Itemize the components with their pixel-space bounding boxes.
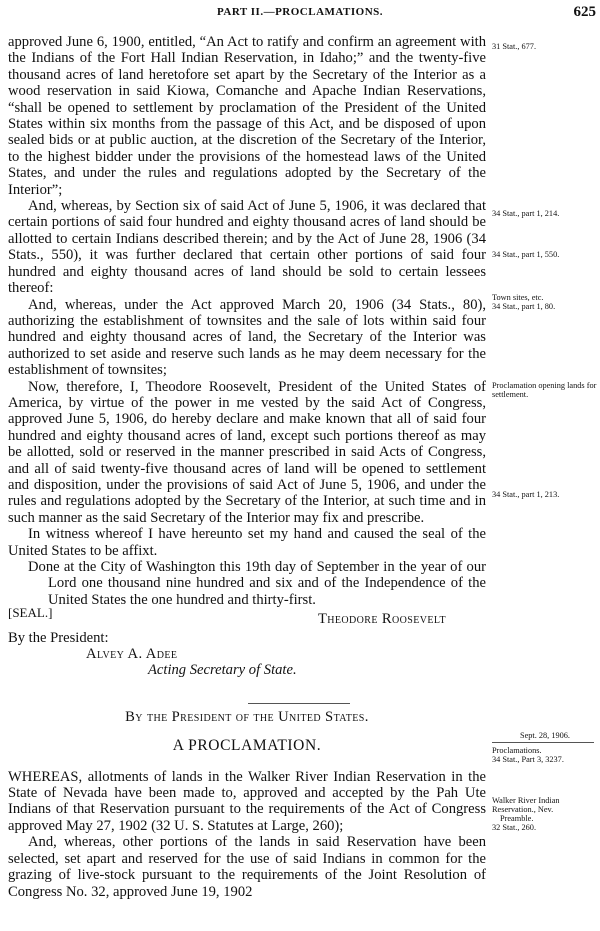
margin-note-proclamation-opening: Proclamation opening lands for settlement. xyxy=(492,381,597,399)
margin-note-date: Sept. 28, 1906. xyxy=(519,731,570,740)
heading-by-president: By the President of the United States. xyxy=(125,708,369,725)
margin-note-34-stat-550: 34 Stat., part 1, 550. xyxy=(492,250,560,259)
page-number: 625 xyxy=(573,4,596,20)
margin-note-32-stat-260: 32 Stat., 260. xyxy=(492,823,537,832)
margin-note-town-sites: Town sites, etc. xyxy=(492,293,544,302)
secretary-name: Alvey A. Adee xyxy=(86,646,178,663)
paragraph-1: approved June 6, 1900, entitled, “An Act to ratify and confirm an agreement with the Indians of the Fort Hall Indian Reservation, in Idaho;” and the twenty-five thousand acres of land heretofore set apart by the Secretary of the Interior as a wood reservation in said Kiowa, Comanche and Apache Indian Reservations, “shall be opened to settlement by proclamation of the President of the United States within six months from the passage of this Act, and be disposed of upon sealed bids or at public auction, at the discretion of the Secretary of the Interior, to the highest bidder under the provisions of the homestead laws of the United States, and under the rules and regulations adopted by the Secretary of the Interior”; xyxy=(8,34,486,198)
by-president: By the President: xyxy=(8,629,109,646)
paragraph-4: Now, therefore, I, Theodore Roosevelt, President of the United States of America, by virtue of the power in me vested by the said Act of Congress, approved June 5, 1906, do hereby declare and make known that all of said four hundred and eighty thousand acres of land, except such portions thereof as may be allotted, sold or reserved in the manner prescribed in said Acts of Congress, and all of said twenty-five thousand acres of land will be opened to settlement and disposition, under the provisions of said Act of June 5, 1906, and under the rules and regulations adopted by the Secretary of the Interior, at such time and in such manner as the said Secretary of the Interior may fix and prescribe. xyxy=(8,378,486,526)
separator-line xyxy=(248,703,350,704)
paragraph-5: In witness whereof I have hereunto set my hand and caused the seal of the United States to be affixt. xyxy=(8,526,486,559)
heading-proclamation: A PROCLAMATION. xyxy=(172,737,322,755)
margin-rule xyxy=(492,742,594,743)
margin-note-walker-river: Walker River Indian Reservation., Nev. xyxy=(492,796,560,814)
margin-note-proclamations: Proclamations. xyxy=(492,746,542,755)
paragraph-3: And, whereas, under the Act approved March 20, 1906 (34 Stats., 80), authorizing the establishment of townsites and the sale of lots within said four hundred and eighty thousand acres of land, the Secretary of the Interior was authorized to set aside and reserve such lands as he may deem necessary for the establishment of townsites; xyxy=(8,296,486,379)
paragraph-2: And, whereas, by Section six of said Act of June 5, 1906, it was declared that certain portions of said four hundred and eighty thousand acres of land should be allotted to certain Indians described therein; and by the Act of June 28, 1906 (34 Stats., 550), it was further declared that certain other portions of said four hundred and eighty thousand acres of land should be sold to certain lessees thereof: xyxy=(8,198,486,297)
secretary-title: Acting Secretary of State. xyxy=(148,662,297,679)
running-title: PART II.—PROCLAMATIONS. xyxy=(216,6,384,18)
margin-note-31-stat-677: 31 Stat., 677. xyxy=(492,42,537,51)
page-header xyxy=(0,6,600,26)
paragraph-7: WHEREAS, allotments of lands in the Walker River Indian Reservation in the State of Nevada have been made to, approved and accepted by the Pah Ute Indians of that Reservation pursuant to the requirements of the Act of Congress approved May 27, 1902 (32 U. S. Statutes at Large, 260); xyxy=(8,768,486,834)
signature: Theodore Roosevelt xyxy=(317,611,446,628)
paragraph-8: And, whereas, other portions of the lands in said Reservation have been selected, set apart and reserved for the use of said Indians in common for the grazing of live-stock pursuant to the requirements of the Joint Resolution of Congress No. 32, approved June 19, 1902 xyxy=(8,834,486,900)
margin-note-34-stat-213: 34 Stat., part 1, 213. xyxy=(492,490,560,499)
paragraph-6: Done at the City of Washington this 19th day of September in the year of our Lord one thousand nine hundred and six and of the Independence of the United States the one hundred and thirty-first. xyxy=(28,559,486,608)
main-text xyxy=(8,34,486,900)
margin-note-preamble: Preamble. xyxy=(500,814,534,823)
margin-note-34-stat-80: 34 Stat., part 1, 80. xyxy=(492,302,556,311)
margin-note-34-stat-3237: 34 Stat., Part 3, 3237. xyxy=(492,755,564,764)
margin-note-34-stat-214: 34 Stat., part 1, 214. xyxy=(492,209,560,218)
seal-mark: [SEAL.] xyxy=(8,605,53,620)
